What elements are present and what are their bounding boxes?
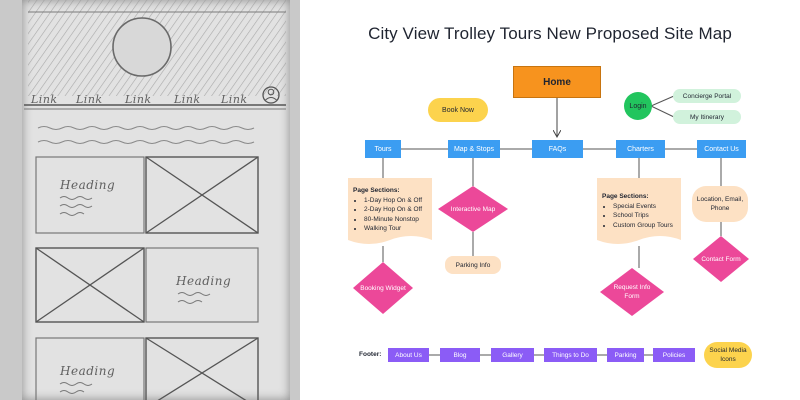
social-media-icons-node: Social Media Icons [704, 342, 752, 368]
tours-section-item: • 2-Day Hop On & Off [364, 205, 431, 215]
my-itinerary-node: My Itinerary [673, 110, 741, 124]
sketch-row1-text-box [36, 157, 144, 233]
login-connector [651, 96, 674, 106]
tours-sections-text [353, 186, 431, 234]
nav-node-tours: Tours [365, 140, 401, 158]
footer-item-policies: Policies [653, 348, 695, 362]
sketch-heading: Heading [176, 274, 232, 288]
nav-node-charters: Charters [616, 140, 665, 158]
tours-sections-heading: Page Sections: [353, 187, 400, 194]
tours-section-item: • Walking Tour [364, 224, 431, 234]
sketch-row3-image-placeholder [146, 338, 258, 400]
sketch-logo-circle [113, 18, 171, 76]
footer-item-about-us: About Us [388, 348, 429, 362]
contact-form-label: Contact Form [701, 255, 741, 263]
charters-section-item: • Custom Group Tours [613, 221, 680, 231]
sketch-heading: Heading [60, 178, 116, 192]
footer-item-blog: Blog [440, 348, 480, 362]
tours-section-item: • 1-Day Hop On & Off [364, 196, 431, 206]
request-info-form-label: Request Info Form [613, 284, 651, 300]
tours-section-item: • 80-Minute Nonstop [364, 215, 431, 225]
footer-item-things-to-do: Things to Do [544, 348, 597, 362]
concierge-portal-node: Concierge Portal [673, 89, 741, 103]
charters-sections-heading: Page Sections: [602, 193, 649, 200]
sketch-nav-link: Link [31, 93, 58, 106]
sketch-nav-link: Link [76, 93, 103, 106]
charters-section-item: • Special Events [613, 202, 680, 212]
sketch-row2-image-placeholder [36, 248, 144, 322]
diagram-title: City View Trolley Tours New Proposed Site Map [368, 24, 732, 43]
nav-node-map-stops: Map & Stops [448, 140, 500, 158]
footer-label: Footer: [359, 351, 382, 358]
login-connector [651, 106, 674, 117]
booking-widget-label: Booking Widget [360, 284, 406, 292]
sketch-nav-link: Link [174, 93, 201, 106]
home-node: Home [513, 66, 601, 98]
nav-node-contact-us: Contact Us [697, 140, 746, 158]
sketch-nav-link: Link [125, 93, 152, 106]
wireframe-sketch-photo [0, 0, 300, 400]
footer-item-gallery: Gallery [491, 348, 534, 362]
login-node: Login [624, 92, 652, 120]
interactive-map-label: Interactive Map [450, 205, 496, 213]
sketch-row1-image-placeholder [146, 157, 258, 233]
site-map-diagram [300, 0, 800, 400]
location-email-phone-node: Location, Email, Phone [692, 186, 748, 222]
book-now-node: Book Now [428, 98, 488, 122]
footer-item-parking: Parking [607, 348, 644, 362]
sketch-heading: Heading [60, 364, 116, 378]
sketch-drawing [0, 0, 300, 400]
sketch-nav-link: Link [221, 93, 248, 106]
nav-node-faqs: FAQs [532, 140, 583, 158]
charters-sections-text [602, 192, 680, 230]
parking-info-node: Parking Info [445, 256, 501, 274]
charters-section-item: • School Trips [613, 211, 680, 221]
